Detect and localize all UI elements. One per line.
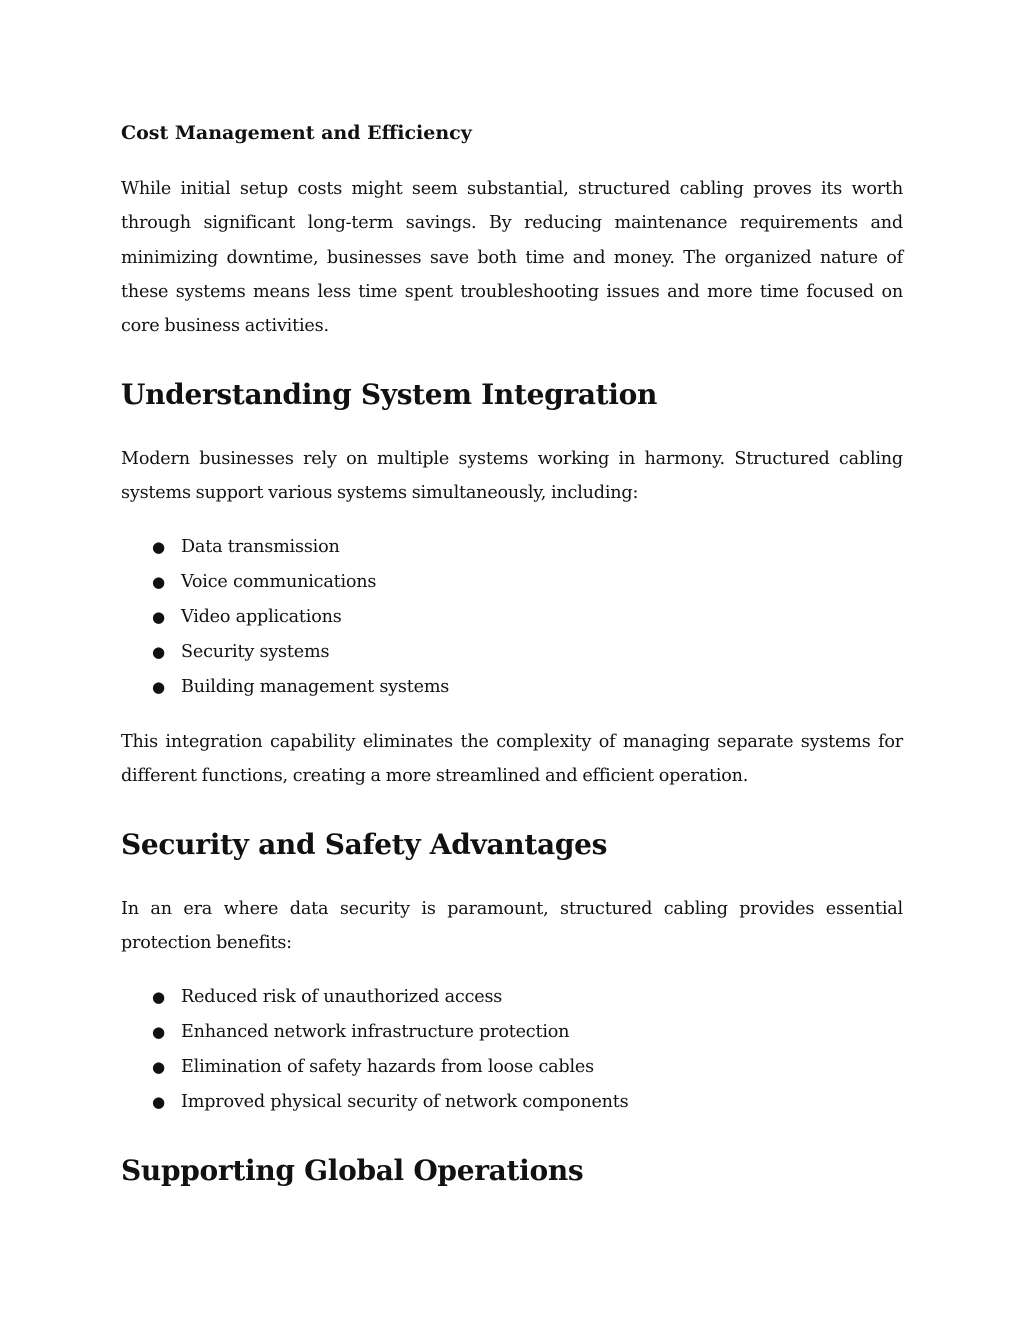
bullet-icon: ● — [152, 1093, 165, 1111]
security-list — [121, 980, 629, 1120]
list-item-text: Reduced risk of unauthorized access — [181, 987, 503, 1007]
list-item-text: Enhanced network infrastructure protection — [181, 1022, 570, 1042]
bullet-icon: ● — [152, 1058, 165, 1076]
bullet-icon: ● — [152, 643, 165, 661]
list-item-text: Voice communications — [181, 572, 377, 592]
list-item-text: Improved physical security of network components — [181, 1092, 629, 1112]
system-integration-outro: This integration capability eliminates the complexity of managing separate systems for different functions, creating a more streamlined and efficient operation. — [121, 732, 903, 787]
list-item-text: Security systems — [181, 642, 330, 662]
system-integration-intro: Modern businesses rely on multiple systems working in harmony. Structured cabling systems support various systems simultaneously, including: — [121, 449, 903, 504]
cost-management-paragraph: While initial setup costs might seem substantial, structured cabling proves its worth through significant long-term savings. By reducing maintenance requirements and minimizing downtime, businesses save both time and money. The organized nature of these systems means less time spent troubleshooting issues and more time focused on core business activities. — [121, 179, 903, 337]
global-operations-heading: Supporting Global Operations — [121, 1154, 584, 1187]
bullet-icon: ● — [152, 988, 165, 1006]
security-safety-heading: Security and Safety Advantages — [121, 828, 608, 861]
list-item — [121, 670, 449, 705]
bullet-icon: ● — [152, 678, 165, 696]
list-item — [121, 1050, 629, 1085]
bullet-icon: ● — [152, 608, 165, 626]
security-safety-intro: In an era where data security is paramount, structured cabling provides essential protection benefits: — [121, 899, 903, 954]
bullet-icon: ● — [152, 1023, 165, 1041]
list-item — [121, 565, 449, 600]
list-item — [121, 1085, 629, 1120]
bullet-icon: ● — [152, 538, 165, 556]
list-item — [121, 635, 449, 670]
integration-list — [121, 530, 449, 705]
cost-management-heading: Cost Management and Efficiency — [121, 122, 472, 144]
list-item — [121, 600, 449, 635]
list-item-text: Video applications — [181, 607, 342, 627]
list-item-text: Data transmission — [181, 537, 340, 557]
list-item — [121, 530, 449, 565]
bullet-icon: ● — [152, 573, 165, 591]
list-item — [121, 1015, 629, 1050]
list-item — [121, 980, 629, 1015]
list-item-text: Elimination of safety hazards from loose cables — [181, 1057, 594, 1077]
list-item-text: Building management systems — [181, 677, 450, 697]
system-integration-heading: Understanding System Integration — [121, 378, 658, 411]
